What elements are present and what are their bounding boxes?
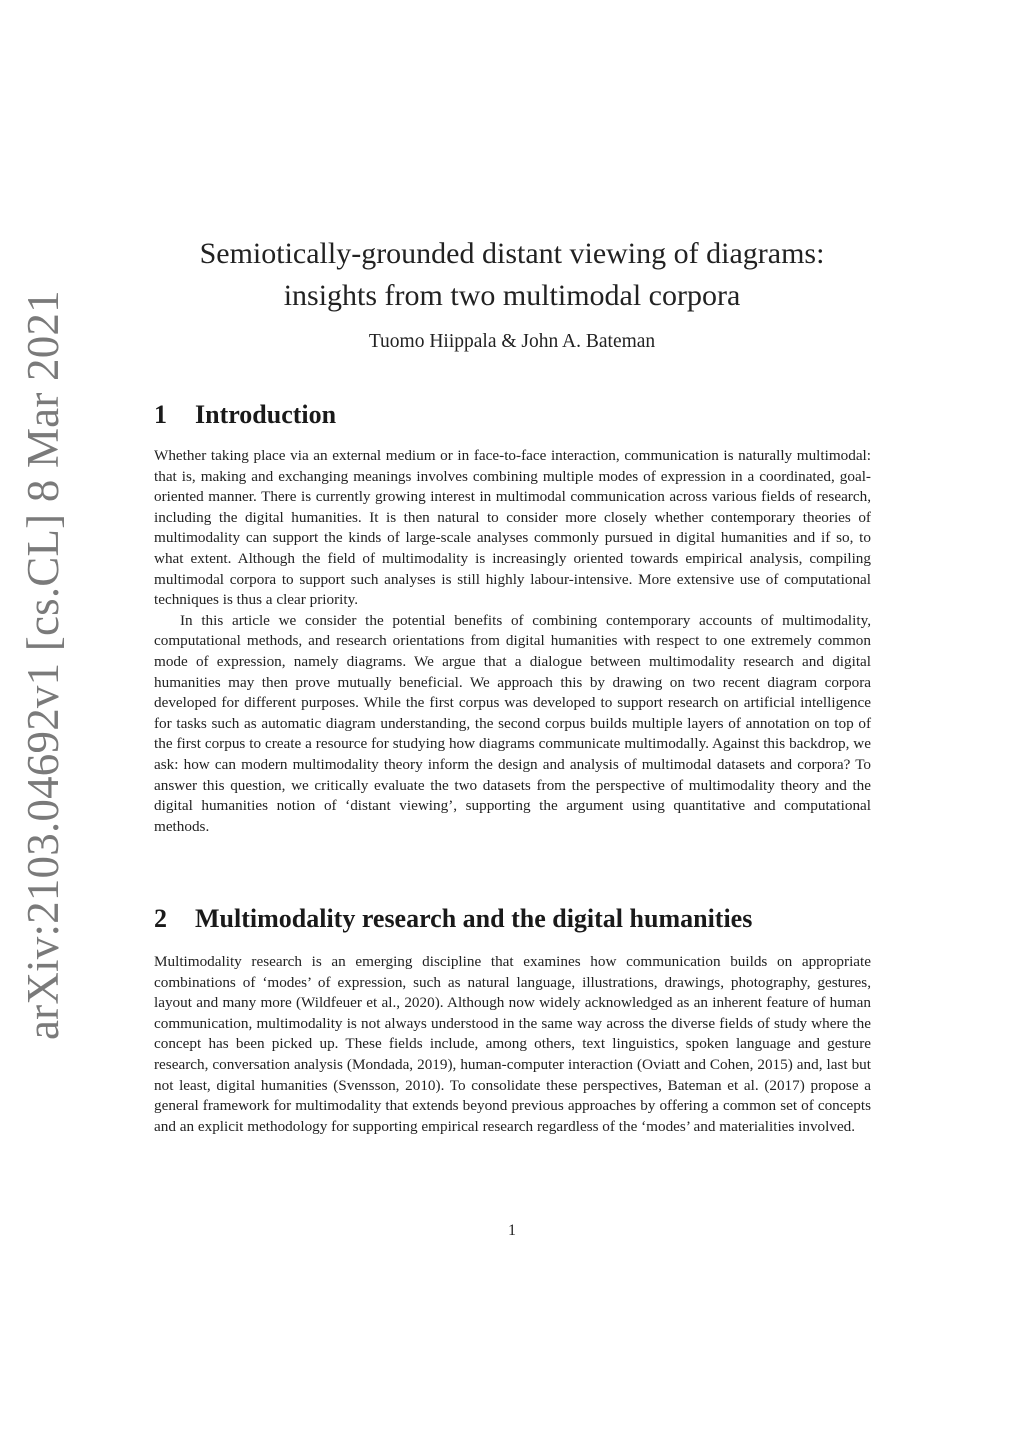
section-number: 1 xyxy=(154,400,167,429)
section-heading-multimodality xyxy=(154,904,752,934)
section-body-introduction xyxy=(154,446,871,837)
title-line-2: insights from two multimodal corpora xyxy=(283,279,741,312)
paper-title xyxy=(0,233,1024,317)
title-line-1: Semiotically-grounded distant viewing of diagrams: xyxy=(199,237,825,270)
page-number: 1 xyxy=(508,1222,516,1239)
section-body-multimodality xyxy=(154,952,871,1137)
section-title: Multimodality research and the digital humanities xyxy=(195,904,753,933)
section-number: 2 xyxy=(154,904,167,933)
paragraph: In this article we consider the potential benefits of combining contemporary accounts of multimodality, computational methods, and research orientations from digital humanities with respect to one extremely common mode of expression, namely diagrams. We argue that a dialogue between multimodality research and digital humanities may then prove mutually beneficial. We approach this by drawing on two recent diagram corpora developed for different purposes. While the first corpus was developed to support research on artificial intelligence for tasks such as automatic diagram understanding, the second corpus builds multiple layers of annotation on top of the first corpus to create a resource for studying how diagrams communicate multimodally. Against this backdrop, we ask: how can modern multimodality theory inform the design and analysis of multimodal datasets and corpora? To answer this question, we critically evaluate the two datasets from the perspective of multimodality theory and the digital humanities notion of ‘distant viewing’, supporting the argument using quantitative and computational methods. xyxy=(154,611,871,835)
section-heading-introduction xyxy=(154,400,336,430)
paragraph: Whether taking place via an external medium or in face-to-face interaction, communication is naturally multimodal: that is, making and exchanging meanings involves combining multiple modes of expression in a coordinated, goal-oriented manner. There is currently growing interest in multimodal communication across various fields of research, including the digital humanities. It is then natural to consider more closely whether contemporary theories of multimodality can support the kinds of large-scale analyses commonly pursued in digital humanities and if so, to what extent. Although the field of multimodality is increasingly oriented towards empirical analysis, compiling multimodal corpora to support such analyses is still highly labour-intensive. More extensive use of computational techniques is thus a clear priority. xyxy=(154,447,871,609)
paragraph: Multimodality research is an emerging discipline that examines how communication builds on appropriate combinations of ‘modes’ of expression, such as natural language, illustrations, drawings, photography, gestures, layout and many more (Wildfeuer et al., 2020). Although now widely acknowledged as an inherent feature of human communication, multimodality is not always understood in the same way across the diverse fields of study where the concept has been picked up. These fields include, among others, text linguistics, spoken language and gesture research, conversation analysis (Mondada, 2019), human-computer interaction (Oviatt and Cohen, 2015) and, last but not least, digital humanities (Svensson, 2010). To consolidate these perspectives, Bateman et al. (2017) propose a general framework for multimodality that extends beyond previous approaches by offering a common set of concepts and an explicit methodology for supporting empirical research regardless of the ‘modes’ and materialities involved. xyxy=(154,953,871,1135)
arxiv-identifier-stamp: arXiv:2103.04692v1 [cs.CL] 8 Mar 2021 xyxy=(18,290,68,1040)
section-title: Introduction xyxy=(195,400,337,429)
author-list: Tuomo Hiippala & John A. Bateman xyxy=(368,331,656,352)
